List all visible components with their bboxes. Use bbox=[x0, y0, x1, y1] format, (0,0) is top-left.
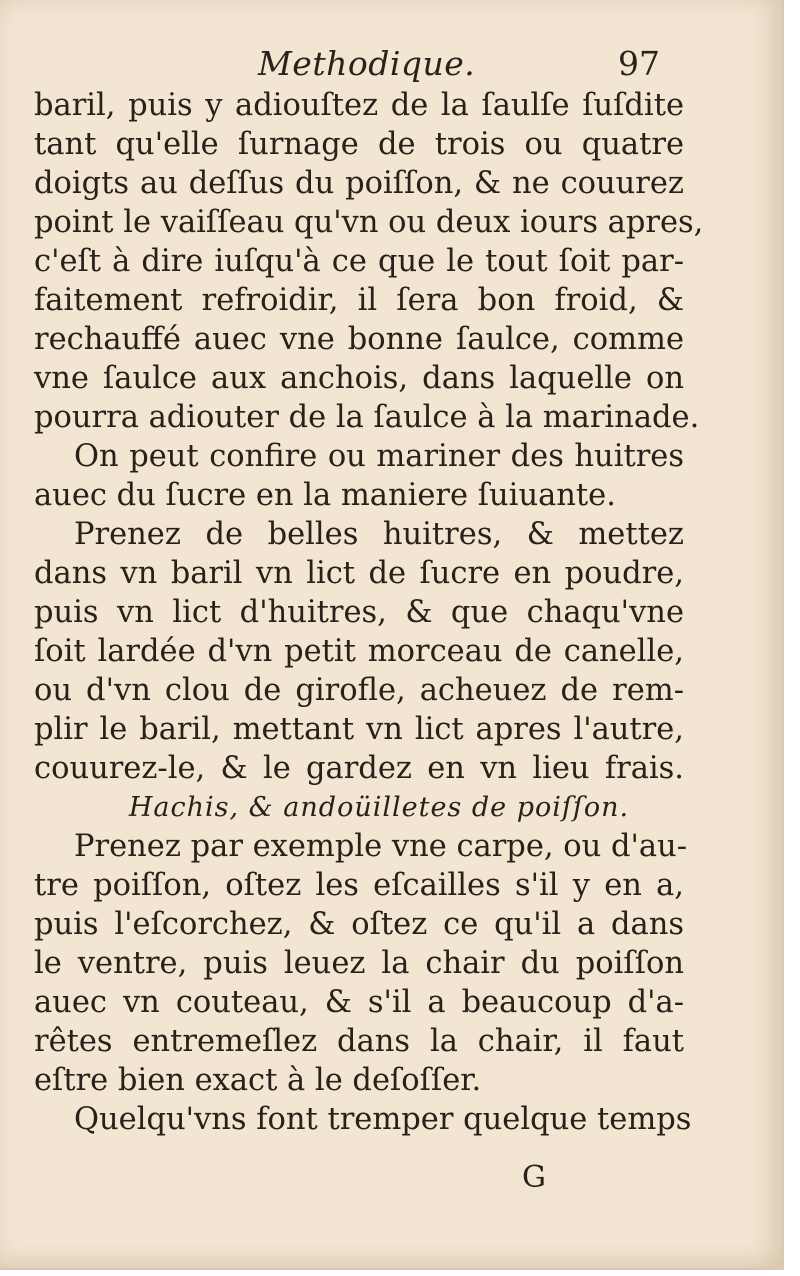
text-line: vne ſaulce aux anchois, dans laquelle on bbox=[34, 361, 684, 396]
text-line: rechauffé auec vne bonne ſaulce, comme bbox=[34, 322, 684, 357]
text-line: tant qu'elle ſurnage de trois ou quatre bbox=[34, 127, 684, 162]
text-line: tre poiſſon, oſtez les eſcailles s'il y en a, bbox=[34, 868, 684, 903]
text-line: auec vn couteau, & s'il a beaucoup d'a- bbox=[34, 985, 684, 1020]
text-line: auec du ſucre en la maniere ſuiuante. bbox=[34, 478, 616, 513]
text-line: On peut confire ou mariner des huitres bbox=[74, 439, 684, 474]
running-title: Methodique. bbox=[258, 44, 476, 83]
text-line: faitement refroidir, il ſera bon froid, & bbox=[34, 283, 684, 318]
text-line: pourra adiouter de la ſaulce à la marinade. bbox=[34, 400, 700, 435]
text-line: puis l'eſcorchez, & oſtez ce qu'il a dans bbox=[34, 907, 684, 942]
text-line: baril, puis y adiouſtez de la ſaulſe ſuſdite bbox=[34, 88, 684, 123]
text-line: ou d'vn clou de girofle, acheuez de rem- bbox=[34, 673, 684, 708]
running-head bbox=[0, 38, 782, 88]
text-line: dans vn baril vn lict de ſucre en poudre, bbox=[34, 556, 684, 591]
text-line: puis vn lict d'huitres, & que chaqu'vne bbox=[34, 595, 684, 630]
text-line: plir le baril, mettant vn lict apres l'autre, bbox=[34, 712, 684, 747]
text-line: le ventre, puis leuez la chair du poiſſon bbox=[34, 946, 684, 981]
text-line: ſoit lardée d'vn petit morceau de canelle, bbox=[34, 634, 684, 669]
body-text bbox=[34, 86, 704, 1139]
text-line: eſtre bien exact à le deſoſſer. bbox=[34, 1063, 482, 1098]
section-heading: Hachis, & andoüilletes de poiſſon. bbox=[128, 792, 630, 823]
page-number: 97 bbox=[618, 44, 660, 83]
text-line: Prenez de belles huitres, & mettez bbox=[74, 517, 684, 552]
text-line: couurez-le, & le gardez en vn lieu frais. bbox=[34, 751, 684, 786]
text-line: doigts au deſſus du poiſſon, & ne couurez bbox=[34, 166, 684, 201]
text-line: c'eſt à dire iuſqu'à ce que le tout ſoit par- bbox=[34, 244, 684, 279]
signature-mark: G bbox=[522, 1160, 546, 1195]
text-line: Quelqu'vns font tremper quelque temps bbox=[74, 1102, 692, 1137]
text-line: Prenez par exemple vne carpe, ou d'au- bbox=[74, 829, 688, 864]
text-line: rêtes entremeſlez dans la chair, il faut bbox=[34, 1024, 684, 1059]
text-line: point le vaiſſeau qu'vn ou deux iours apres, bbox=[34, 205, 704, 240]
